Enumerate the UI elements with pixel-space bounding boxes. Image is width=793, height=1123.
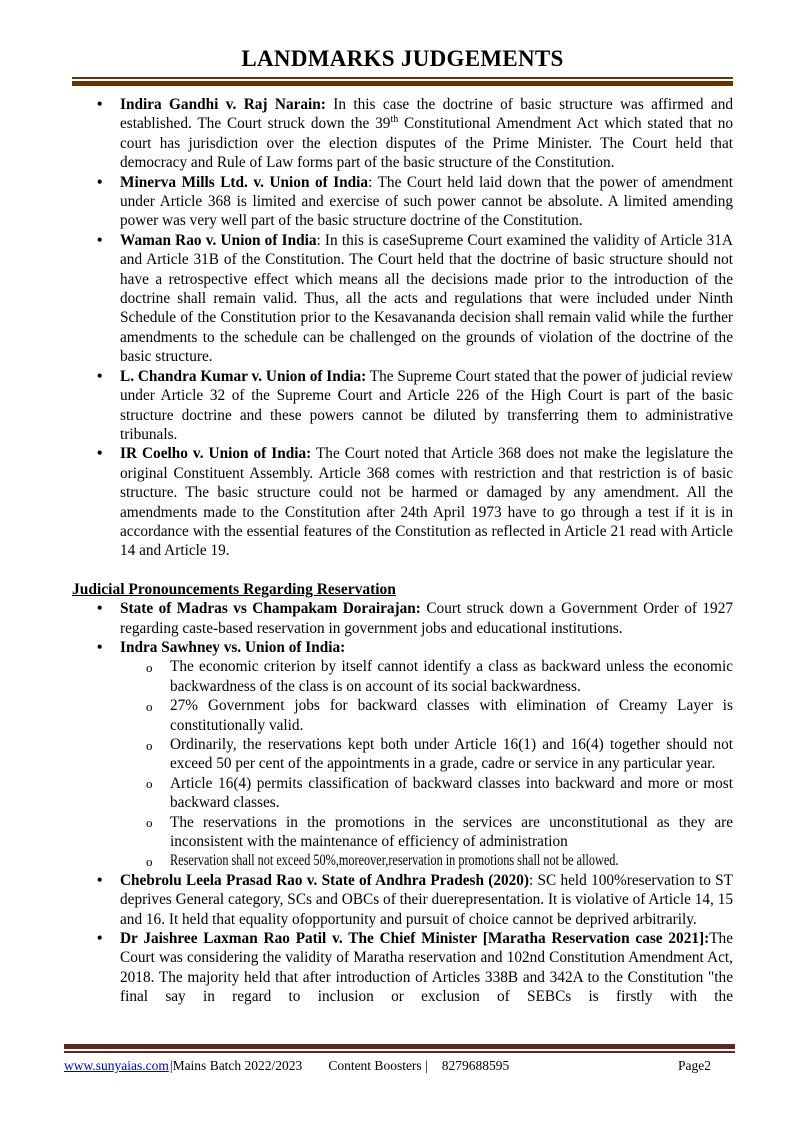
case-name: L. Chandra Kumar v. Union of India:: [120, 367, 367, 385]
judgement-item: [120, 599, 733, 638]
case-text: The Supreme Court stated that the power of judicial review under Article 32 of the Supreme Court and Article 226 of the High Court is part of the basic structure doctrine and these powers cannot be diluted by transferring them to administrative tribunals.: [120, 367, 733, 443]
judgement-item: [120, 871, 733, 929]
case-name: IR Coelho v. Union of India:: [120, 445, 312, 463]
footer-boosters: Content Boosters |: [328, 1058, 428, 1073]
sub-point: o 27% Government jobs for backward classes with elimination of Creamy Layer is constitutionally valid.: [170, 696, 733, 735]
judgement-item: [120, 95, 733, 173]
judgement-item: [120, 173, 733, 231]
sub-point: o The reservations in the promotions in the services are unconstitutional as they are inconsistent with the maintenance of efficiency of administration: [170, 813, 733, 852]
sub-point: [170, 851, 733, 870]
case-name: Indira Gandhi v. Raj Narain:: [120, 96, 326, 113]
footer-divider: [64, 1044, 735, 1053]
case-name: Dr Jaishree Laxman Rao Patil v. The Chief Minister [Maratha Reservation case 2021]:: [120, 930, 710, 948]
case-name: Waman Rao v. Union of India: [120, 231, 317, 249]
page-number: Page2: [678, 1058, 711, 1073]
sub-point: o Article 16(4) permits classification of backward classes into backward and more or most backward classes.: [170, 774, 733, 813]
case-text: The Court was considering the validity of Maratha reservation and 102nd Constitution Amendment Act, 2018. The majority held that after introduction of Articles 338B and 342A to the Constitution "the final say in regard to inclusion or exclusion of SEBCs is firstly with the: [120, 930, 733, 1006]
case-name: Indra Sawhney vs. Union of India:: [120, 638, 346, 656]
condensed-text: Reservation shall not exceed 50%,moreover,reservation in promotions shall not be allowed.: [170, 852, 619, 870]
case-text: Constitutional Amendment Act which stated that no court has jurisdiction over the election disputes of the Prime Minister. The Court held that democracy and Rule of Law forms part of the basic structure of the Constitution.: [120, 115, 733, 172]
case-text: : In this is caseSupreme Court examined the validity of Article 31A and Article 31B of the Constitution. The Court held that the doctrine of basic structure should not have a retrospective effect which means all the decisions made prior to the introduction of the doctrine shall remain valid. Thus, all the acts and regulations that were included under Ninth Schedule of the Constitution prior to the Kesavananda decision shall remain valid while the further amendments to the schedule can be challenged on the grounds of violation of the doctrine of the basic structure.: [120, 231, 733, 366]
sub-point: o The economic criterion by itself cannot identify a class as backward unless the economic backwardness of the class is on account of its social backwardness.: [170, 657, 733, 696]
judgements-list: [72, 95, 733, 561]
sub-point: o Ordinarily, the reservations kept both under Article 16(1) and 16(4) together should not exceed 50 per cent of the appointments in a grade, cadre or service in any particular year.: [170, 735, 733, 774]
case-text: Court struck down a Government Order of 1927 regarding caste-based reservation in government jobs and educational institutions.: [120, 600, 733, 637]
title-divider: [72, 77, 733, 86]
case-name: Minerva Mills Ltd. v. Union of India: [120, 173, 369, 191]
judgement-item: [120, 929, 733, 1007]
ordinal-superscript: th: [390, 114, 399, 126]
judgement-item: [120, 444, 733, 560]
footer-separator: |: [169, 1058, 173, 1073]
judgement-item: [120, 231, 733, 367]
case-text: In this case the doctrine of basic structure was affirmed and established. The Court struck down the 39: [120, 96, 733, 133]
reservation-list: [72, 599, 733, 1007]
case-text: The Court noted that Article 368 does not make the legislature the original Constituent Assembly. Article 368 comes with restriction and that restriction is of basic structure. The basic structure could not be harmed or damaged by any amendment. All the amendments made to the Constitution after 24th April 1973 have to go through a test if it is in accordance with the essential features of the Constitution as reflected in Article 21 read with Article 14 and Article 19.: [120, 445, 733, 560]
footer-row: [64, 1053, 735, 1074]
footer-phone: 8279688595: [441, 1058, 510, 1073]
judgement-item: [120, 638, 733, 871]
case-name: State of Madras vs Champakam Dorairajan:: [120, 600, 421, 618]
page-title: LANDMARKS JUDGEMENTS: [241, 46, 564, 71]
case-name: Chebrolu Leela Prasad Rao v. State of Andhra Pradesh (2020): [120, 871, 530, 889]
case-text: : The Court held laid down that the power of amendment under Article 368 is limited and exercise of such power cannot be absolute. A limited amending power was very well part of the basic structure doctrine of the Constitution.: [120, 173, 733, 230]
page-footer: [64, 1044, 735, 1074]
footer-batch: Mains Batch 2022/2023: [172, 1058, 303, 1073]
case-text: : SC held 100%reservation to ST deprives General category, SCs and OBCs of their duerepresentation. It is violative of Article 14, 15 and 16. It held that equality ofopportunity and pursuit of choice cannot be deprived arbitrarily.: [120, 871, 734, 928]
section-heading: Judicial Pronouncements Regarding Reservation: [72, 580, 396, 598]
footer-website-link[interactable]: www.sunyaias.com: [64, 1058, 169, 1073]
judgement-item: [120, 367, 733, 445]
sub-points-list: [120, 657, 733, 870]
